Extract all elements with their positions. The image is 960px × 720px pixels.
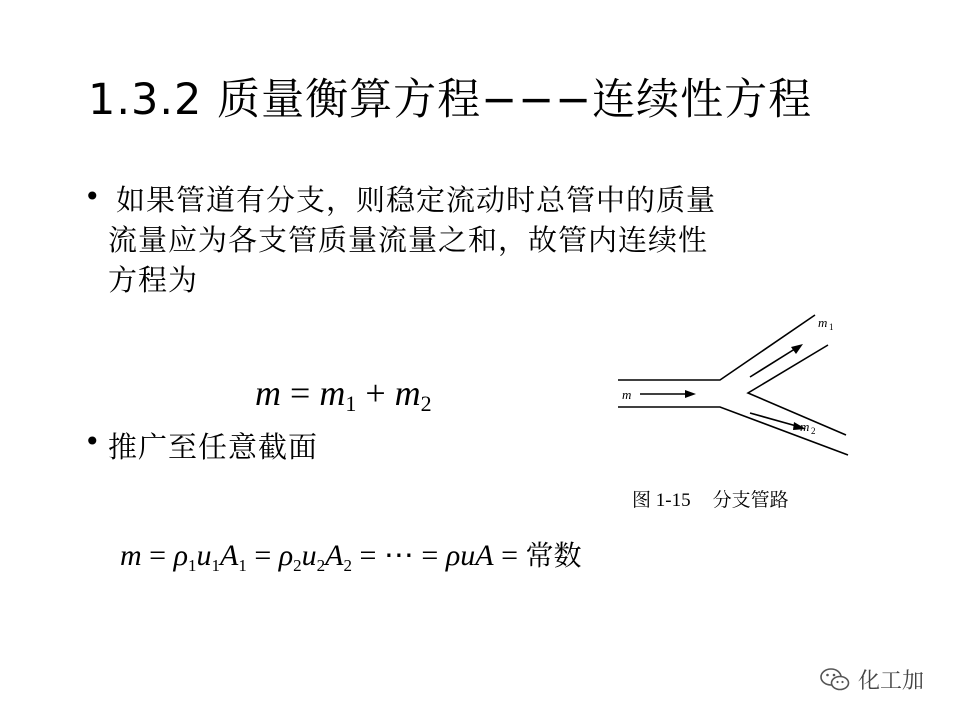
eq2-equals-3: =	[351, 539, 384, 572]
branch-pipe-diagram	[610, 305, 860, 465]
eq2-equals-5: =	[493, 539, 526, 572]
eq2-equals-1: =	[141, 539, 174, 572]
label-m1-sub: 1	[829, 322, 834, 332]
figure-caption	[632, 485, 789, 512]
eq2-rho2: ρ	[278, 539, 294, 572]
eq2-ellipsis: ⋯	[383, 539, 414, 572]
figure-title: 分支管路	[712, 490, 789, 511]
equation-continuity	[120, 534, 582, 576]
label-m: m	[622, 387, 632, 402]
eq1-term1: m	[319, 373, 346, 413]
bullet-1-line-1: 如果管道有分支，则稳定流动时总管中的质量	[116, 183, 717, 217]
eq2-A2: A	[325, 539, 344, 572]
bullet-1-text	[108, 180, 868, 300]
bullet-marker-2: •	[84, 425, 101, 458]
flow-arrow-branch1	[750, 347, 798, 377]
bullet-1-line-2: 流量应为各支管质量流量之和，故管内连续性	[108, 223, 709, 257]
eq1-plus: +	[356, 373, 395, 413]
eq2-A2-sub: 2	[343, 556, 352, 575]
figure-number: 图 1-15	[632, 490, 691, 511]
eq1-sub2: 2	[420, 391, 432, 416]
eq2-u1-sub: 1	[211, 556, 220, 575]
bullet-marker: •	[84, 180, 101, 213]
bullet-1-line-3: 方程为	[108, 263, 199, 297]
eq2-A1: A	[220, 539, 239, 572]
eq2-u: u	[460, 539, 476, 572]
equation-mass-balance	[255, 372, 432, 417]
eq1-equals: =	[281, 373, 320, 413]
bullet-2-text: 推广至任意截面	[108, 430, 319, 464]
label-m2: m	[800, 419, 810, 434]
eq2-rho2-sub: 2	[293, 556, 302, 575]
watermark	[820, 664, 924, 695]
label-m2-sub: 2	[811, 426, 816, 436]
eq2-A: A	[475, 539, 494, 572]
wechat-icon	[820, 667, 850, 693]
slide-title: 1.3.2 质量衡算方程−−−连续性方程	[88, 75, 813, 125]
eq2-A1-sub: 1	[238, 556, 247, 575]
eq1-term2: m	[394, 373, 421, 413]
eq2-u2: u	[301, 539, 317, 572]
pipe-wall-branch-inner	[748, 345, 846, 435]
eq2-rho: ρ	[445, 539, 461, 572]
flow-arrow-branch2	[750, 413, 800, 427]
eq2-u1: u	[196, 539, 212, 572]
eq2-rho1: ρ	[173, 539, 188, 572]
label-m1: m	[818, 315, 828, 330]
eq2-equals-2: =	[246, 539, 279, 572]
eq2-constant: 常数	[525, 539, 582, 572]
eq2-equals-4: =	[413, 539, 446, 572]
eq2-m: m	[120, 539, 142, 572]
eq1-lhs: m	[255, 373, 281, 413]
watermark-text: 化工加	[857, 669, 924, 694]
eq1-sub1: 1	[345, 391, 357, 416]
eq2-u2-sub: 2	[316, 556, 326, 575]
eq2-rho1-sub: 1	[188, 556, 197, 575]
